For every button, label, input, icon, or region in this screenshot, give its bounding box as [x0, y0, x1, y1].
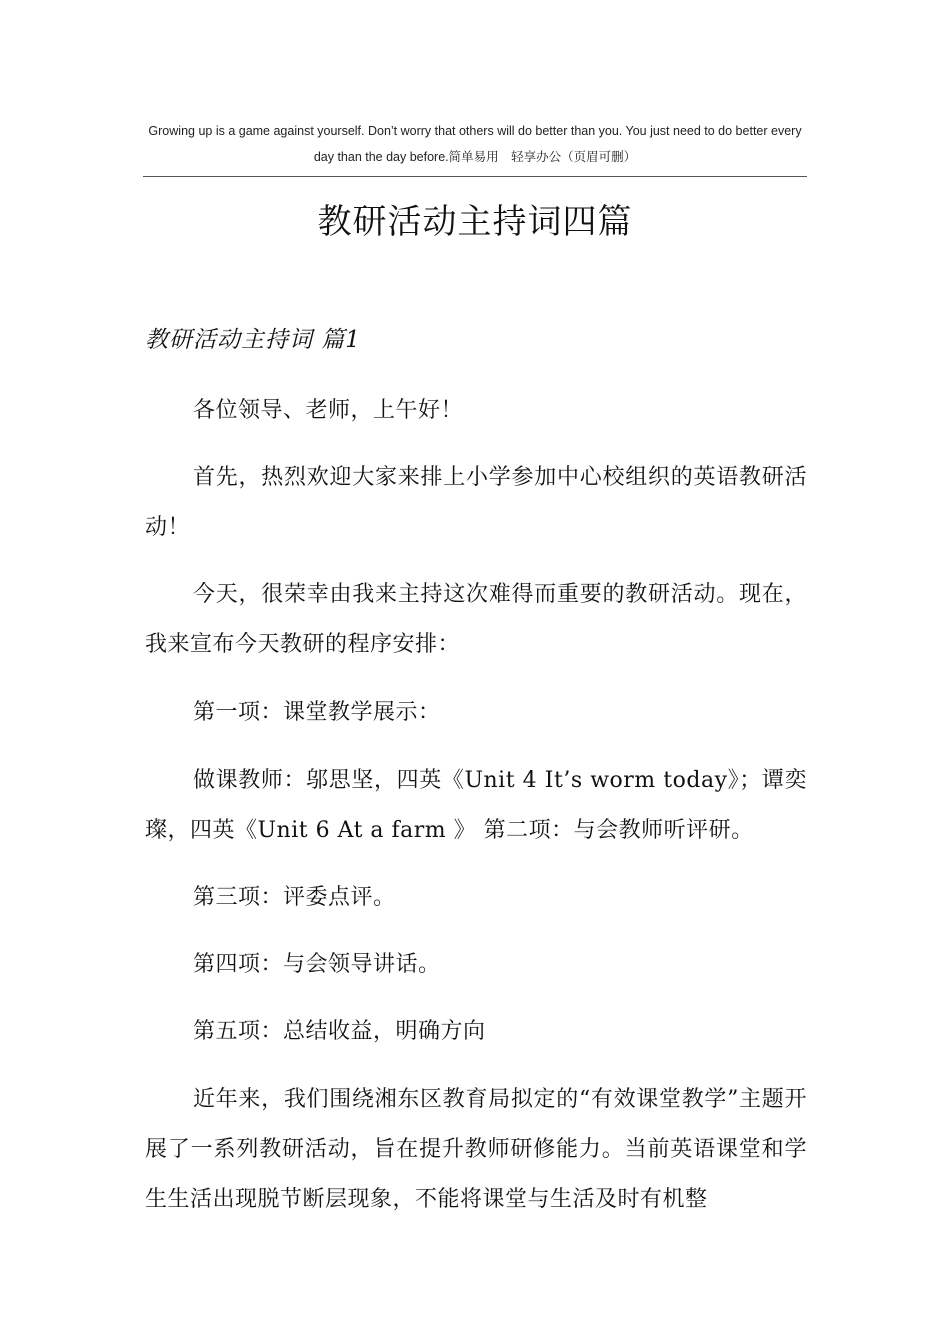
paragraph-background: 近年来，我们围绕湘东区教育局拟定的“有效课堂教学”主题开展了一系列教研活动，旨在提升教师研修能力。当前英语课堂和学生生活出现脱节断层现象，不能将课堂与生活及时有机整	[145, 1087, 807, 1212]
paragraph-greeting: 各位领导、老师，上午好！	[193, 398, 464, 423]
paragraph-item-3: 第三项：评委点评。	[193, 885, 396, 910]
paragraph-item-5: 第五项：总结收益，明确方向	[193, 1019, 486, 1044]
paragraph-teachers: 做课教师：邬思坚，四英《Unit 4 It’s worm today》；谭奕璨，四英《Unit 6 At a farm 》 第二项：与会教师听评研。	[145, 768, 807, 843]
section-heading: 教研活动主持词 篇1	[145, 327, 361, 353]
document-title: 教研活动主持词四篇	[317, 202, 633, 242]
paragraph-item-1: 第一项：课堂教学展示：	[193, 700, 441, 725]
header-divider	[143, 176, 807, 177]
page-header: Growing up is a game against yourself. Don’t worry that others will do better than you. You just need to do better every day than the day before.简单易用 轻享办公（页眉可删）	[148, 124, 802, 164]
paragraph-welcome: 首先，热烈欢迎大家来排上小学参加中心校组织的英语教研活动！	[145, 465, 807, 540]
paragraph-item-4: 第四项：与会领导讲话。	[193, 952, 441, 977]
paragraph-agenda-intro: 今天，很荣幸由我来主持这次难得而重要的教研活动。现在，我来宣布今天教研的程序安排：	[145, 582, 807, 657]
